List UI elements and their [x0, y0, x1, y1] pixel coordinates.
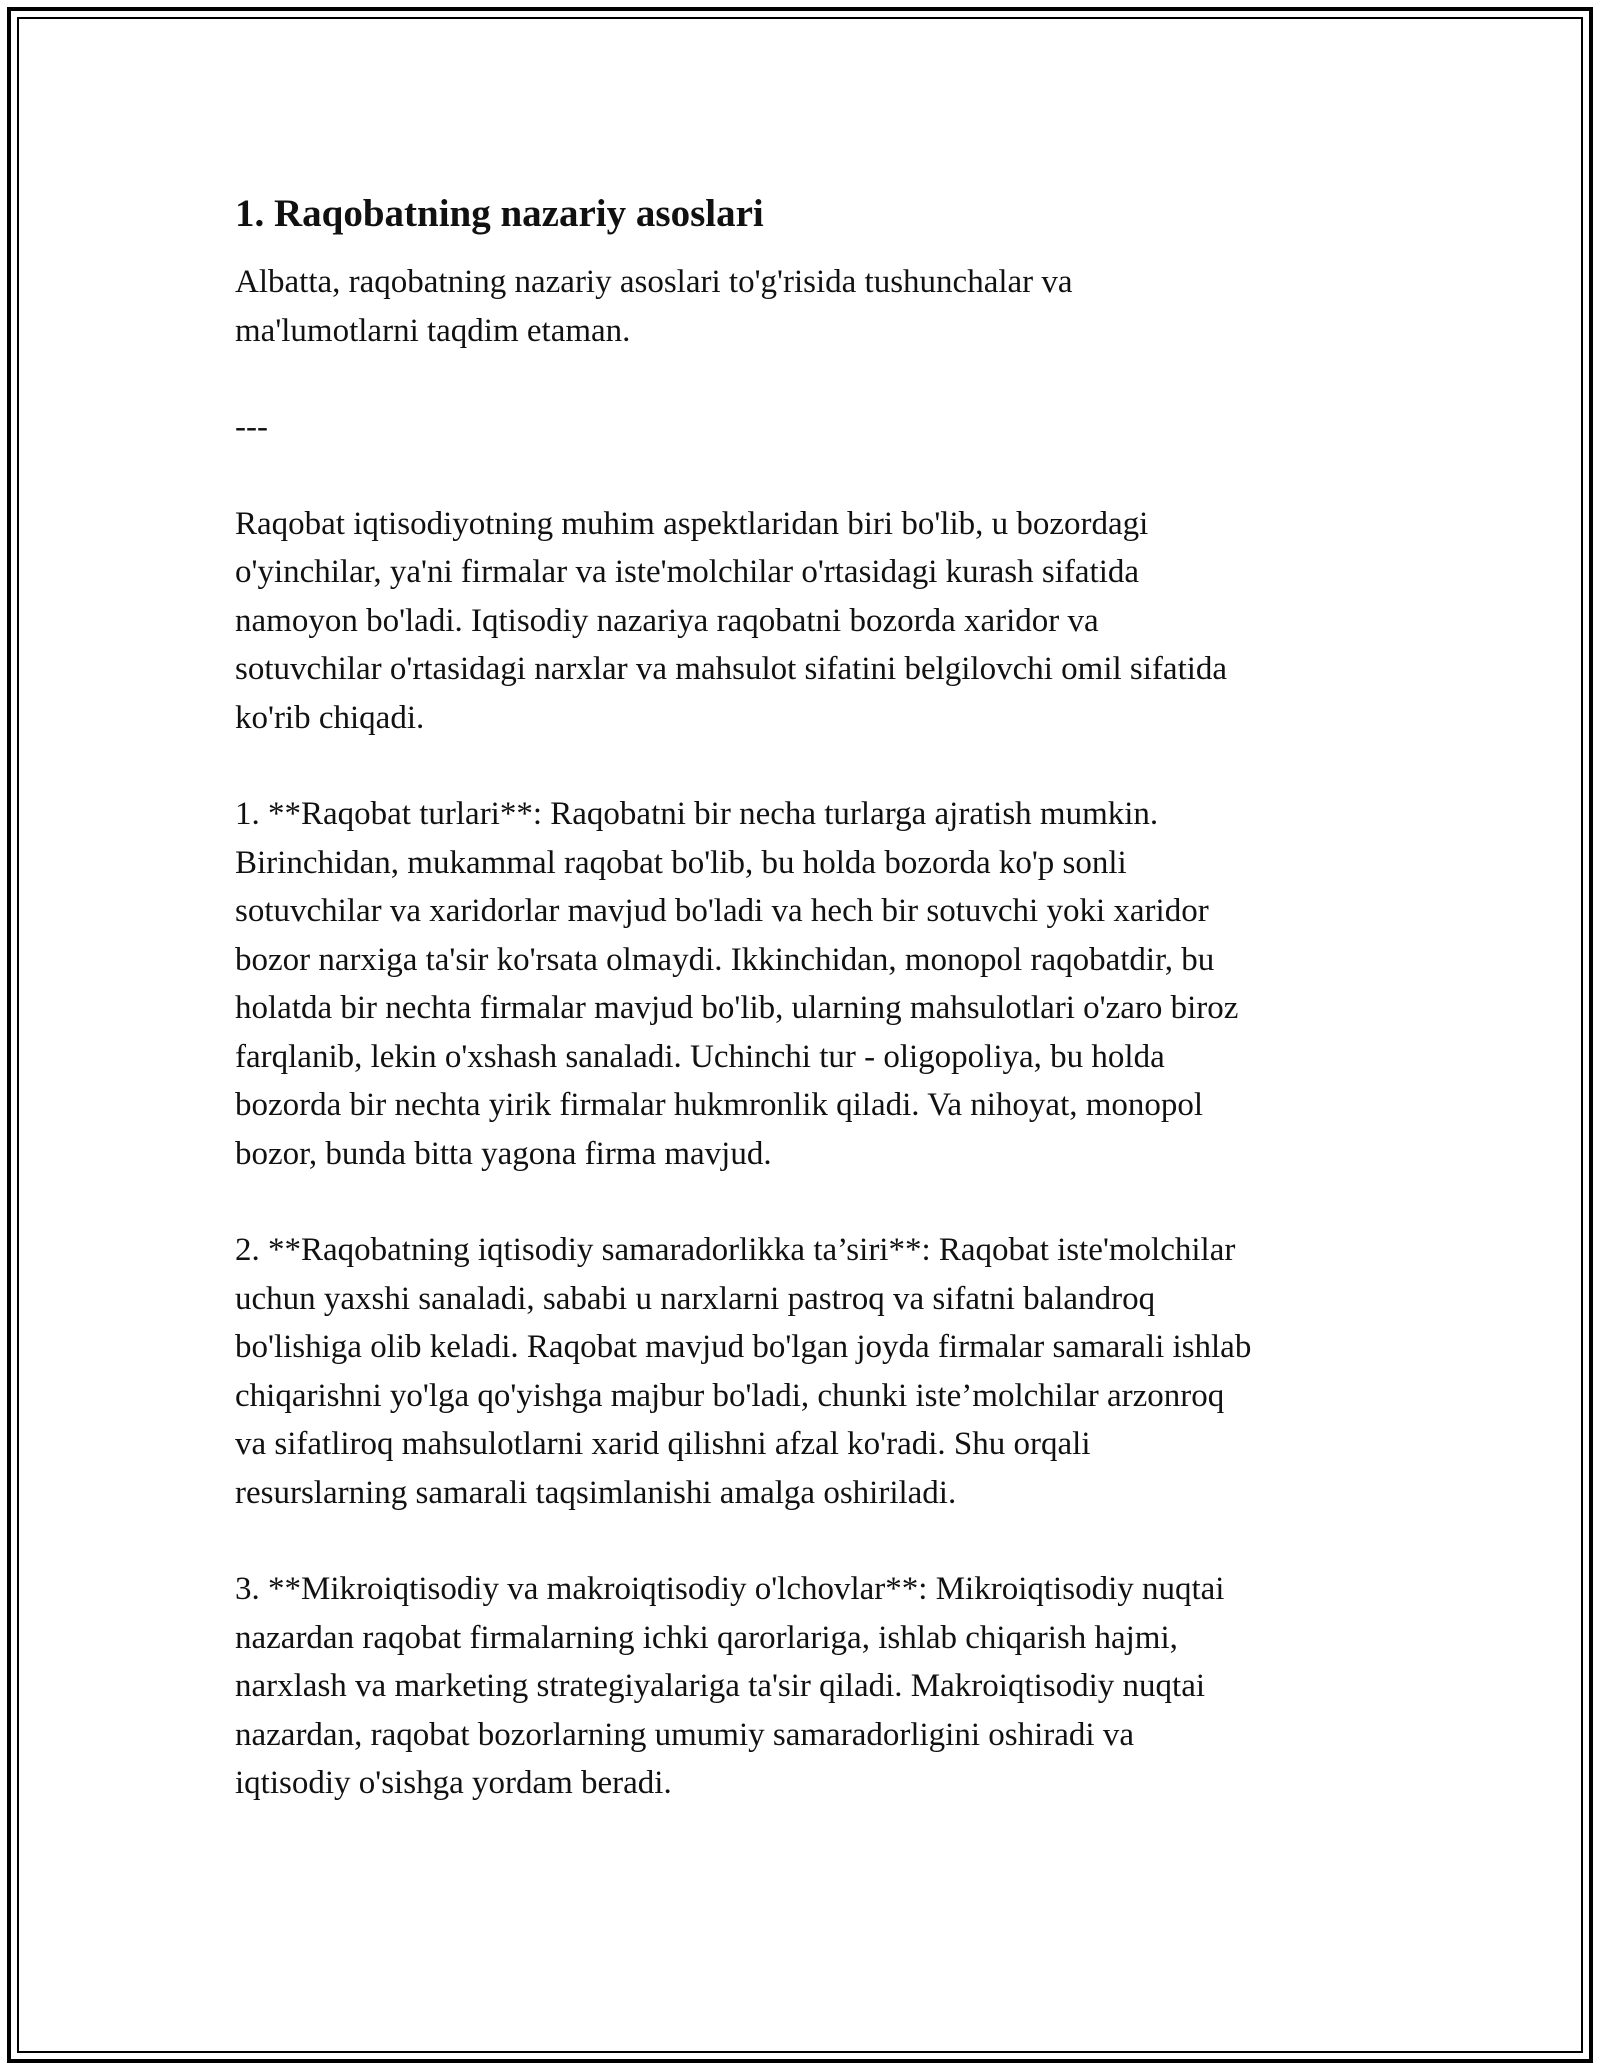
document-title: 1. Raqobatning nazariy asoslari — [235, 192, 764, 235]
paragraph-overview: Raqobat iqtisodiyotning muhim aspektlaridan biri bo'lib, u bozordagi o'yinchilar, ya'ni firmalar va iste'molchilar o'rtasidagi kurash sifatida namoyon bo'ladi. Iqtisodiy nazariya raqobatni bozorda xaridor va sotuvchilar o'rtasidagi narxlar va mahsulot sifatini belgilovchi omil sifatida ko'rib chiqadi. — [235, 505, 1228, 736]
separator-line: --- — [235, 409, 268, 445]
paragraph-micro-macro: 3. **Mikroiqtisodiy va makroiqtisodiy o'lchovlar**: Mikroiqtisodiy nuqtai nazardan raqobat firmalarning ichki qarorlariga, ishlab chiqarish hajmi, narxlash va marketing strategiyalariga ta'sir qiladi. Makroiqtisodiy nuqtai nazardan, raqobat bozorlarning umumiy samaradorligini oshiradi va iqtisodiy o'sishga yordam beradi. — [235, 1571, 1225, 1801]
intro-paragraph: Albatta, raqobatning nazariy asoslari to'g'risida tushunchalar va ma'lumotlarni taqdim etaman. — [235, 264, 1073, 349]
paragraph-economic-efficiency: 2. **Raqobatning iqtisodiy samaradorlikka ta’siri**: Raqobat iste'molchilar uchun yaxshi sanaladi, sababi u narxlarni pastroq va sifatni balandroq bo'lishiga olib keladi. Raqobat mavjud bo'lgan joyda firmalar samarali ishlab chiqarishni yo'lga qo'yishga majbur bo'ladi, chunki iste’molchilar arzonroq va sifatliroq mahsulotlarni xarid qilishni afzal ko'radi. Shu orqali resurslarning samarali taqsimlanishi amalga oshiriladi. — [235, 1232, 1252, 1511]
paragraph-competition-types: 1. **Raqobat turlari**: Raqobatni bir necha turlarga ajratish mumkin. Birinchidan, mukammal raqobat bo'lib, bu holda bozorda ko'p sonli sotuvchilar va xaridorlar mavjud bo'ladi va hech bir sotuvchi yoki xaridor bozor narxiga ta'sir ko'rsata olmaydi. Ikkinchidan, monopol raqobatdir, bu holatda bir nechta firmalar mavjud bo'lib, ularning mahsulotlari o'zaro biroz farqlanib, lekin o'xshash sanaladi. Uchinchi tur - oligopoliya, bu holda bozorda bir nechta yirik firmalar hukmronlik qiladi. Va nihoyat, monopol bozor, bunda bitta yagona firma mavjud. — [235, 796, 1239, 1172]
document-body — [235, 188, 1385, 1808]
